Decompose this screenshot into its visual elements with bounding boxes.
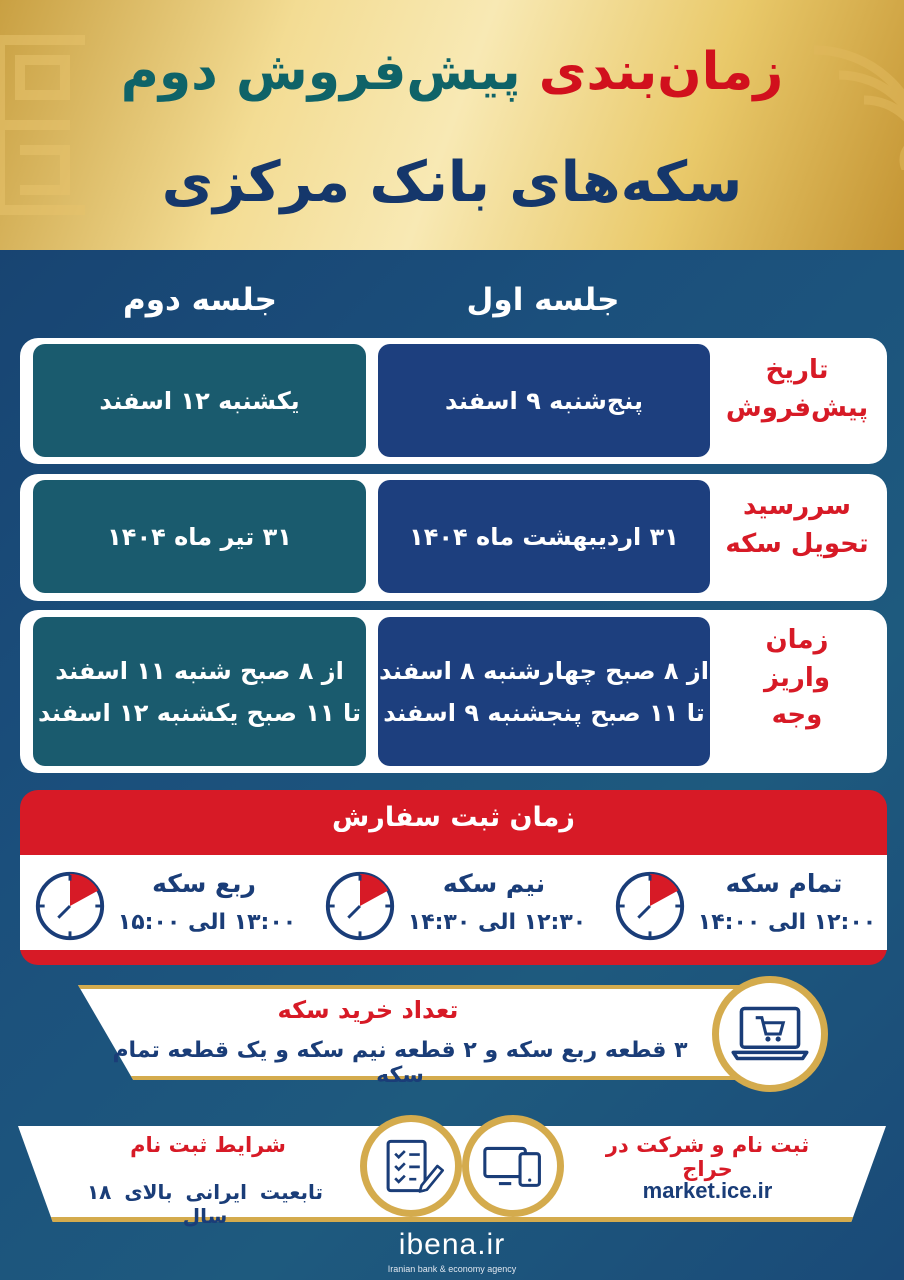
clock-icon xyxy=(31,867,109,945)
order-time-list xyxy=(20,855,887,950)
title-subject: پیش‌فروش دوم xyxy=(120,42,521,102)
order-time-panel xyxy=(20,790,887,965)
order-item-name: تمام سکه xyxy=(725,869,843,898)
title-highlight: زمان‌بندی xyxy=(538,42,784,102)
order-item-name: نیم سکه xyxy=(442,869,546,898)
row-label-date: تاریخ پیش‌فروش xyxy=(725,355,869,423)
order-item-half-coin xyxy=(321,863,597,943)
first-session-delivery: ۳۱ اردیبهشت ماه ۱۴۰۴ xyxy=(378,480,710,593)
second-session-date: یکشنبه ۱۲ اسفند xyxy=(33,344,366,457)
header-banner xyxy=(0,0,904,250)
devices-icon xyxy=(462,1115,564,1217)
column-head-first: جلسه اول xyxy=(466,282,620,318)
clock-icon xyxy=(611,867,689,945)
row-label-payment: زمان واریز وجه xyxy=(764,625,830,731)
first-session-payment: از ۸ صبح چهارشنبه ۸ اسفند تا ۱۱ صبح پنجشنبه ۹ اسفند xyxy=(378,617,710,766)
order-item-name: ربع سکه xyxy=(152,869,256,898)
first-session-date: پنج‌شنبه ۹ اسفند xyxy=(378,344,710,457)
row-label-delivery: سررسید تحویل سکه xyxy=(725,491,869,559)
registration-url-link[interactable]: market.ice.ir xyxy=(642,1178,773,1203)
conditions-text: تابعیت ایرانی بالای ۱۸ سال xyxy=(86,1180,324,1228)
order-item-time: ۱۲:۳۰ الی ۱۴:۳۰ xyxy=(407,910,587,935)
column-head-second: جلسه دوم xyxy=(122,282,278,318)
purchase-count-title: تعداد خرید سکه xyxy=(277,996,459,1024)
order-item-time: ۱۲:۰۰ الی ۱۴:۰۰ xyxy=(697,910,877,935)
order-item-full-coin xyxy=(611,863,887,943)
order-time-title: زمان ثبت سفارش xyxy=(332,802,575,833)
main-title xyxy=(0,42,904,102)
registration-title: ثبت نام و شرکت در حراج xyxy=(605,1133,810,1181)
second-session-delivery: ۳۱ تیر ماه ۱۴۰۴ xyxy=(33,480,366,593)
brand-logo-text: ibena.ir xyxy=(398,1228,506,1261)
cart-laptop-icon xyxy=(712,976,828,1092)
purchase-count-text: ۳ قطعه ربع سکه و ۲ قطعه نیم سکه و یک قطعه تمام سکه xyxy=(112,1038,688,1088)
conditions-title: شرایط ثبت نام xyxy=(130,1133,286,1157)
checklist-icon xyxy=(360,1115,462,1217)
second-session-payment: از ۸ صبح شنبه ۱۱ اسفند تا ۱۱ صبح یکشنبه ۱۲ اسفند xyxy=(33,617,366,766)
order-item-time: ۱۳:۰۰ الی ۱۵:۰۰ xyxy=(117,910,297,935)
brand-tagline: Iranian bank & economy agency xyxy=(387,1264,517,1274)
order-item-quarter-coin xyxy=(31,863,307,943)
clock-icon xyxy=(321,867,399,945)
main-subtitle: سکه‌های بانک مرکزی xyxy=(161,150,743,215)
